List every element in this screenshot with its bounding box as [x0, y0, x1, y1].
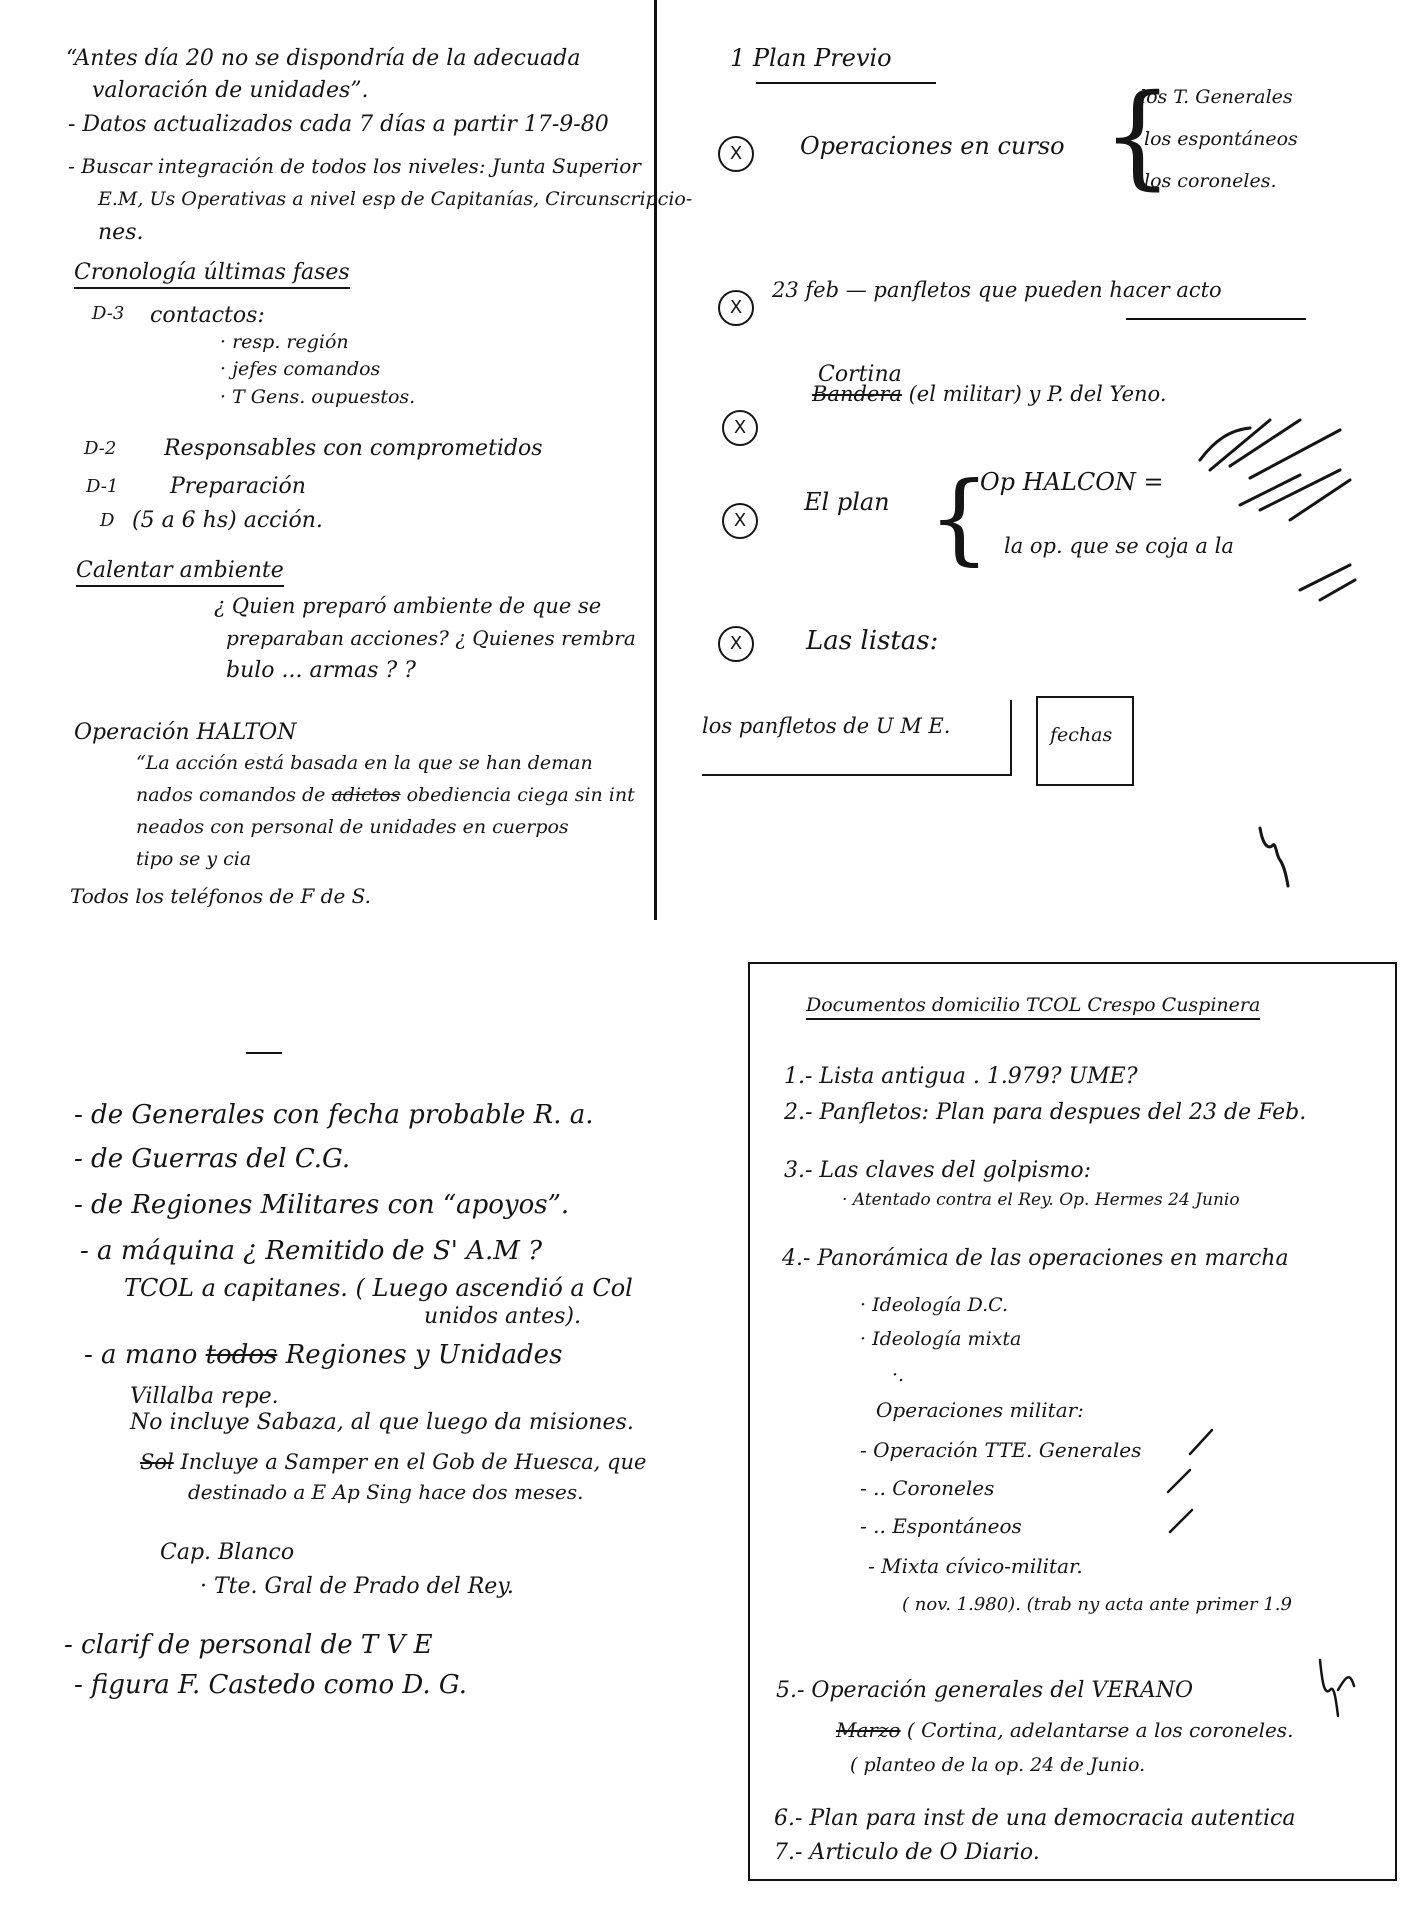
- p2-title-underline: [756, 82, 936, 84]
- p2-item1-text: Operaciones en curso: [800, 132, 1065, 160]
- page4-right-border: [1395, 962, 1397, 1880]
- p4-check-3: [1170, 1510, 1192, 1532]
- p4-item4e: - Operación TTE. Generales: [860, 1438, 1142, 1462]
- p1-heading-operacion: Operación HALTON: [74, 720, 297, 745]
- p1-d3-item1: · resp. región: [220, 331, 349, 353]
- p2-item4-b2: la op. que se coja a la: [1004, 534, 1234, 558]
- p3-line7-strike: todos: [205, 1340, 278, 1370]
- p4-item2: 2.- Panfletos: Plan para despues del 23 de Feb.: [784, 1100, 1307, 1125]
- p4-item3: 3.- Las claves del golpismo:: [784, 1158, 1092, 1183]
- p4-item4a: · Ideología D.C.: [860, 1294, 1009, 1316]
- p3-line15: - figura F. Castedo como D. G.: [74, 1670, 467, 1700]
- p1-d3-text: contactos:: [150, 303, 265, 328]
- page-divider-vertical: [654, 0, 657, 920]
- p1-op2-a: nados comandos de: [136, 784, 326, 806]
- p1-line6: nes.: [98, 220, 144, 245]
- p2-scribble-strokes-2: [1240, 470, 1350, 520]
- p2-item1-marker: X: [718, 136, 754, 172]
- p3-line8: Villalba repe.: [130, 1384, 279, 1409]
- p1-line5: E.M, Us Operativas a nivel esp de Capitanías, Circunscripcio-: [98, 188, 693, 210]
- page4-top-border: [748, 962, 1397, 964]
- p2-item3-text: (el militar) y P. del Yeno.: [908, 382, 1167, 406]
- p2-item3-above: Cortina: [818, 362, 902, 387]
- p3-line6: unidos antes).: [424, 1304, 581, 1329]
- p2-item1-b1: los T. Generales: [1140, 86, 1293, 108]
- p4-item4: 4.- Panorámica de las operaciones en marcha: [782, 1246, 1289, 1271]
- p2-item1-brace: {: [1102, 71, 1174, 201]
- p3-line14: - clarif de personal de T V E: [64, 1630, 433, 1660]
- p4-item5a-strike: Marzo: [836, 1718, 901, 1742]
- page4-left-border: [748, 962, 750, 1880]
- p2-item3-strike: Bandera: [812, 382, 902, 406]
- p1-cal1: ¿ Quien preparó ambiente de que se: [214, 594, 602, 618]
- p2-item4-brace: {: [928, 462, 991, 576]
- p3-line9: No incluye Sabaza, al que luego da misiones.: [130, 1410, 634, 1435]
- p4-item4b: · Ideología mixta: [860, 1328, 1022, 1350]
- p1-cal3: bulo ... armas ? ?: [226, 658, 416, 683]
- p1-d1-text: Preparación: [170, 474, 306, 499]
- p2-title: 1 Plan Previo: [730, 44, 892, 72]
- p3-line10-text: Incluye a Samper en el Gob de Huesca, que: [180, 1450, 647, 1474]
- p2-box1-text: los panfletos de U M E.: [702, 714, 951, 738]
- p3-line10-strike: Sol: [140, 1450, 174, 1474]
- p3-line10: [140, 1452, 646, 1473]
- p3-line1: - de Generales con fecha probable R. a.: [74, 1100, 594, 1130]
- p2-item5-marker: X: [718, 626, 754, 662]
- p3-line7: [84, 1342, 562, 1368]
- p2-item1-b2: los espontáneos: [1144, 128, 1298, 150]
- p3-line3: - de Regiones Militares con “apoyos”.: [74, 1190, 570, 1220]
- p1-op2-strike: adictos: [331, 784, 401, 806]
- p4-item6: 6.- Plan para inst de una democracia autentica: [774, 1806, 1296, 1831]
- p1-line1: “Antes día 20 no se dispondría de la adecuada: [66, 46, 581, 71]
- p2-signature-mark: [1260, 828, 1288, 886]
- p1-heading-cronologia: Cronología últimas fases: [74, 262, 350, 289]
- p3-line12: Cap. Blanco: [160, 1540, 295, 1565]
- p1-line3: - Datos actualizados cada 7 días a partir 17-9-80: [68, 112, 609, 137]
- p4-check-1: [1190, 1430, 1212, 1454]
- p4-item1: 1.- Lista antigua . 1.979? UME?: [784, 1064, 1138, 1089]
- p2-item5-text: Las listas:: [806, 626, 939, 656]
- p2-scribble-strokes-1: [1200, 420, 1340, 478]
- p1-d3-item2: · jefes comandos: [220, 358, 381, 380]
- p3-line11: destinado a E Ap Sing hace dos meses.: [188, 1480, 584, 1504]
- p2-box1: [702, 700, 1012, 776]
- p1-line4: - Buscar integración de todos los niveles: Junta Superior: [68, 154, 641, 178]
- p3-line13: · Tte. Gral de Prado del Rey.: [200, 1574, 514, 1599]
- p4-item5b: ( planteo de la op. 24 de Junio.: [850, 1754, 1146, 1776]
- p1-op1: “La acción está basada en la que se han deman: [136, 752, 593, 774]
- p2-item2-marker: X: [718, 290, 754, 326]
- p4-item4d: Operaciones militar:: [876, 1398, 1084, 1422]
- p2-scribble-strokes-3: [1300, 565, 1355, 600]
- p1-last: Todos los teléfonos de F de S.: [70, 884, 372, 908]
- p2-item1-b3: los coroneles.: [1144, 170, 1277, 192]
- p1-d2-label: D-2: [84, 438, 117, 459]
- p3-line7-b: Regiones y Unidades: [285, 1340, 563, 1370]
- p2-item4-b1: Op HALCON =: [980, 468, 1164, 496]
- p1-cal2: preparaban acciones? ¿ Quienes rembra: [226, 626, 636, 650]
- p4-item4i: ( nov. 1.980). (trab ny acta ante primer 1.9: [902, 1594, 1292, 1615]
- p1-d-text: (5 a 6 hs) acción.: [132, 508, 323, 533]
- p1-d-label: D: [100, 510, 115, 531]
- p1-d1-label: D-1: [86, 476, 119, 497]
- p3-line2: - de Guerras del C.G.: [74, 1144, 351, 1174]
- p4-item5: 5.- Operación generales del VERANO: [776, 1678, 1194, 1703]
- p3-line4: - a máquina ¿ Remitido de S' A.M ?: [80, 1236, 543, 1266]
- p1-heading-calentar: Calentar ambiente: [76, 560, 284, 587]
- p4-item4f: - .. Coroneles: [860, 1476, 995, 1500]
- p4-item3a: · Atentado contra el Rey. Op. Hermes 24 Junio: [842, 1190, 1240, 1210]
- p2-item2-text: 23 feb — panfletos que pueden hacer acto: [772, 278, 1222, 302]
- p4-title: Documentos domicilio TCOL Crespo Cuspinera: [806, 996, 1260, 1020]
- p2-box2-text: fechas: [1050, 724, 1113, 746]
- p4-item4g: - .. Espontáneos: [860, 1514, 1022, 1538]
- p4-item4h: - Mixta cívico-militar.: [868, 1554, 1083, 1578]
- p4-signature-mark: [1320, 1660, 1354, 1716]
- p2-item3-marker: X: [722, 410, 758, 446]
- p4-item7: 7.- Articulo de O Diario.: [774, 1840, 1040, 1865]
- p1-op2-b: obediencia ciega sin int: [406, 784, 635, 806]
- p2-item4-text: El plan: [804, 488, 890, 516]
- p1-d3-item3: · T Gens. oupuestos.: [220, 386, 416, 408]
- p1-op2: [136, 786, 635, 805]
- p2-item2-underline: [1126, 318, 1306, 320]
- p1-d3-label: D-3: [92, 303, 125, 324]
- p4-check-2: [1168, 1470, 1190, 1492]
- p3-line5: TCOL a capitanes. ( Luego ascendió a Col: [124, 1274, 633, 1302]
- p4-item5a-text: ( Cortina, adelantarse a los coroneles.: [906, 1718, 1294, 1742]
- page4-bottom-border: [748, 1879, 1397, 1881]
- p2-item3-line: [812, 384, 1167, 405]
- p3-line7-a: - a mano: [84, 1340, 198, 1370]
- p4-item4c: ·.: [892, 1364, 905, 1386]
- p1-op3: neados con personal de unidades en cuerpos: [136, 816, 569, 838]
- p2-item4-marker: X: [722, 503, 758, 539]
- p1-d2-text: Responsables con comprometidos: [164, 436, 543, 461]
- p1-op4: tipo se y cia: [136, 848, 252, 870]
- p4-item5a: [836, 1720, 1293, 1740]
- p1-line2: valoración de unidades”.: [92, 78, 369, 103]
- p3-short-rule: [246, 1052, 282, 1054]
